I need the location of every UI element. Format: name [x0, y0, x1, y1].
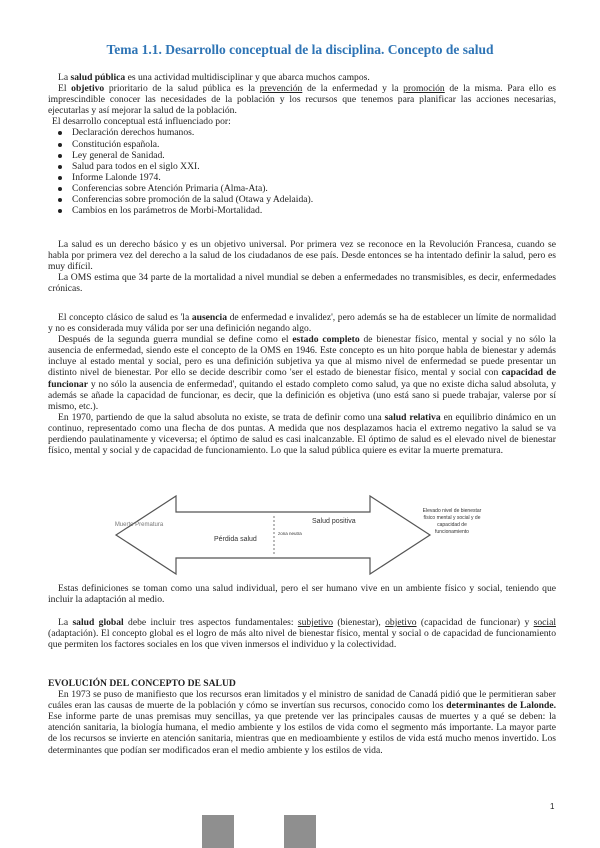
scan-block-right	[284, 815, 316, 848]
center-label: zona neutra	[278, 531, 302, 536]
list-item: Conferencias sobre Atención Primaria (Alma-Ata).	[70, 183, 556, 194]
list-item: Salud para todos en el siglo XXI.	[70, 161, 556, 172]
list-item: Ley general de Sanidad.	[70, 150, 556, 161]
paragraph: La salud pública es una actividad multidisciplinar y que abarca muchos campos.	[58, 72, 370, 83]
page-title: Tema 1.1. Desarrollo conceptual de la disciplina. Concepto de salud	[106, 42, 494, 57]
section-heading: EVOLUCIÓN DEL CONCEPTO DE SALUD	[48, 678, 236, 689]
list-item: Constitución española.	[70, 139, 556, 150]
intro-section	[48, 72, 556, 216]
paragraph: El concepto clásico de salud es 'la ausencia de enfermedad e invalidez', pero además se ha de establecer un límite de normalidad y no es considerada muy válida por ser una definición negando algo.	[48, 312, 556, 335]
page-number: 1	[550, 802, 555, 811]
paragraph: Después de la segunda guerra mundial se define como el estado completo de bienestar físico, mental y social y no sólo la ausencia de enfermedad, siendo este el concepto de la OMS en 1946. Este concepto es un hito porque habla de bienestar y además incluye al estado mental y social, pero es una definición subjetiva ya que al mismo nivel de enfermedad se puede presentar un distinto nivel de bienestar. Por ello se decide describir como 'ser el estado de bienestar físico, mental y social con capacidad de funcionar y no sólo la ausencia de enfermedad', quitando el estado completo como salud, ya que no existe dicha salud absoluta, y además se añade la capacidad de funcionar, es decir, que la definición es objetiva (uno está sano si puede trabajar, valerse por sí mismo, etc.).	[48, 334, 556, 412]
health-continuum-diagram	[114, 488, 494, 582]
list-item: Informe Lalonde 1974.	[70, 172, 556, 183]
paragraph: La salud es un derecho básico y es un objetivo universal. Por primera vez se reconoce en la Revolución Francesa, cuando se habla por primera vez del derecho a la salud de los ciudadanos de ese país. Desde entonces se ha intentado definir la salud, pero es muy difícil.	[48, 239, 556, 273]
paragraph: La salud global debe incluir tres aspectos fundamentales: subjetivo (bienestar), objetivo (capacidad de funcionar) y social (adaptación). El concepto global es el logro de más alto nivel de bienestar físico, mental y social o de capacidad de funcionamiento que permiten los factores sociales en los que viven inmersos el individuo y la colectividad.	[48, 617, 556, 651]
paragraph: En 1970, partiendo de que la salud absoluta no existe, se trata de definir como una salud relativa en equilibrio dinámico en un continuo, representado como una flecha de dos puntas. A medida que nos desplazamos hacia el extremo negativo la salud se va perdiendo paulatinamente y viceversa; el óptimo de salud es casi inalcanzable. El óptimo de salud es el elevado nivel de bienestar físico, mental y social y de capacidad de funcionamiento. Lo que la salud pública quiere es evitar la muerte prematura.	[48, 411, 556, 457]
section-conceptos	[48, 312, 556, 456]
section-derecho	[48, 239, 556, 294]
paragraph: Estas definiciones se toman como una salud individual, pero el ser humano vive en un ambiente físico y social, teniendo que incluir la adaptación al medio.	[48, 583, 556, 606]
positive-label: Salud positiva	[312, 518, 356, 525]
left-label: Muerte Prematura	[114, 522, 164, 528]
negative-label: Pérdida salud	[214, 536, 257, 543]
section-global	[48, 583, 556, 650]
right-label: Elevado nivel de bienestar físico mental y social y de capacidad de funcionamiento	[422, 508, 482, 535]
section-evolucion	[48, 678, 556, 756]
paragraph: El objetivo prioritario de la salud pública es la prevención de la enfermedad y la promoción de la misma. Para ello es imprescindible conocer las necesidades de la población y los recursos que tenemos para planificar las acciones necesarias, ejecutarlas y así mejorar la salud de la población.	[48, 83, 556, 117]
list-item: Cambios en los parámetros de Morbi-Mortalidad.	[70, 205, 556, 216]
paragraph: El desarrollo conceptual está influenciado por:	[52, 116, 231, 128]
scan-block-left	[202, 815, 234, 848]
list-item: Conferencias sobre promoción de la salud (Otawa y Adelaida).	[70, 194, 556, 205]
paragraph: En 1973 se puso de manifiesto que los recursos eran limitados y el ministro de sanidad de Canadá pidió que le permitieran saber cuáles eran las causas de muerte de la población y cómo se invertían sus recursos, conocido como los determinantes de Lalonde. Ese informe parte de unas premisas muy sencillas, ya que pretende ver las principales causas de muertes y a qué se deben: la atención sanitaria, la biología humana, el medio ambiente y los estilos de vida como el segmento más importante. La mayor parte de los recursos se invierte en atención sanitaria, mientras que en medioambiente y estilos de vida está mucho menos invertido. Los determinantes que podían ser modificados eran el medio ambiente y los estilos de vida.	[48, 689, 556, 756]
influences-list	[48, 127, 556, 216]
list-item: Declaración derechos humanos.	[70, 127, 556, 138]
paragraph: La OMS estima que 34 parte de la mortalidad a nivel mundial se deben a enfermedades no transmisibles, es decir, enfermedades crónicas.	[48, 272, 556, 295]
